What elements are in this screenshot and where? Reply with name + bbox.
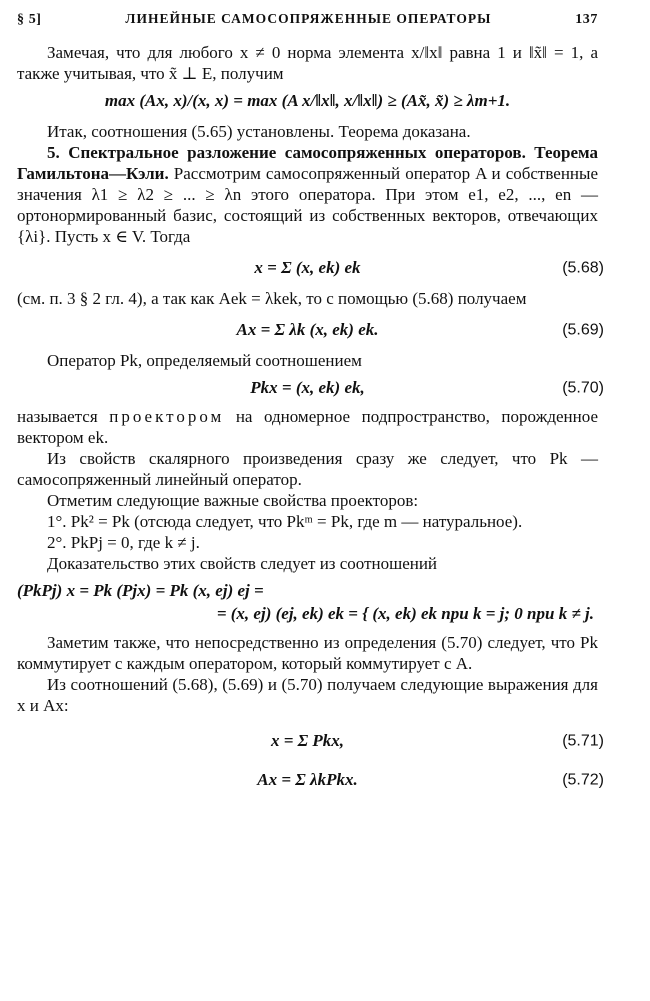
equation-number: (5.69) [562,321,604,338]
projector-term: проектором [109,407,225,426]
equation-5-72 [17,769,604,790]
paragraph-projector [17,406,598,448]
proof-formula-line-2: = (x, ej) (ej, ek) ek = { (x, ek) ek при k = j; 0 при k ≠ j. [216,604,594,623]
section-marker: § 5] [17,12,42,27]
equation-number: (5.68) [562,259,604,276]
formula-max-text: max (Ax, x)/(x, x) = max (A x/‖x‖, x/‖x‖) ≥ (Ax̃, x̃) ≥ λm+1. [104,91,511,110]
running-header [17,8,598,30]
section-body: Рассмотрим самосопряженный оператор A и собственные значения λ1 ≥ λ2 ≥ ... ≥ λn этого оператора. При этом e1, e2, ..., en — ортонормированный базис, состоящий из собственных векторов, отвечающих {λi}. Пусть x ∈ V. Тогда [17,164,598,246]
equation-5-68 [17,257,604,278]
equation-5-71-text: x = Σ Pkx, [270,731,345,750]
section-title: 5. Спектральное разложение самосопряженных операторов. Теорема Гамильтона—Кэли. [17,143,598,183]
paragraph-selfadjoint: Из свойств скалярного произведения сразу же следует, что Pk — самосопряженный линейный оператор. [17,449,598,489]
equation-number: (5.72) [562,771,604,788]
formula-max [17,90,598,111]
property-1: 1°. Pk² = Pk (отсюда следует, что Pkᵐ = Pk, где m — натуральное). [47,512,523,531]
equation-5-72-text: Ax = Σ λkPkx. [257,770,358,789]
paragraph-ref: (см. п. 3 § 2 гл. 4), а так как Aek = λkek, то с помощью (5.68) получаем [17,289,527,308]
equation-number: (5.70) [562,379,604,396]
equation-5-70 [17,377,604,398]
equation-5-70-text: Pkx = (x, ek) ek, [250,378,365,397]
equation-5-69 [17,319,604,340]
paragraph-norm-remark: Замечая, что для любого x ≠ 0 норма элемента x/‖x‖ равна 1 и ‖x̃‖ = 1, а также учитывая, что x̃ ⊥ E, получим [17,43,598,83]
property-2: 2°. PkPj = 0, где k ≠ j. [47,533,200,552]
paragraph-theorem-proved: Итак, соотношения (5.65) установлены. Теорема доказана. [47,122,471,141]
page-number: 137 [575,12,598,27]
projector-text-a: называется [17,407,98,426]
running-title: ЛИНЕЙНЫЕ САМОСОПРЯЖЕННЫЕ ОПЕРАТОРЫ [125,11,492,26]
equation-5-69-text: Ax = Σ λk (x, ek) ek. [236,320,379,339]
paragraph-operator-pk: Оператор Pk, определяемый соотношением [47,351,362,370]
projector-text-b: на одномерное подпространство, порожденное вектором ek. [17,407,598,447]
proof-formula-line-1: (PkPj) x = Pk (Pjx) = Pk (x, ej) ej = [17,581,264,600]
paragraph-proof: Доказательство этих свойств следует из соотношений [47,554,438,573]
paragraph-spectral-decomposition [17,142,598,247]
equation-5-71 [17,730,604,751]
equation-5-68-text: x = Σ (x, ek) ek [254,258,361,277]
equation-number: (5.71) [562,732,604,749]
paragraph-commute: Заметим также, что непосредственно из определения (5.70) следует, что Pk коммутирует с каждым оператором, который коммутирует с A. [17,633,598,673]
paragraph-properties: Отметим следующие важные свойства проекторов: [47,491,419,510]
paragraph-expressions: Из соотношений (5.68), (5.69) и (5.70) получаем следующие выражения для x и Ax: [17,675,598,715]
